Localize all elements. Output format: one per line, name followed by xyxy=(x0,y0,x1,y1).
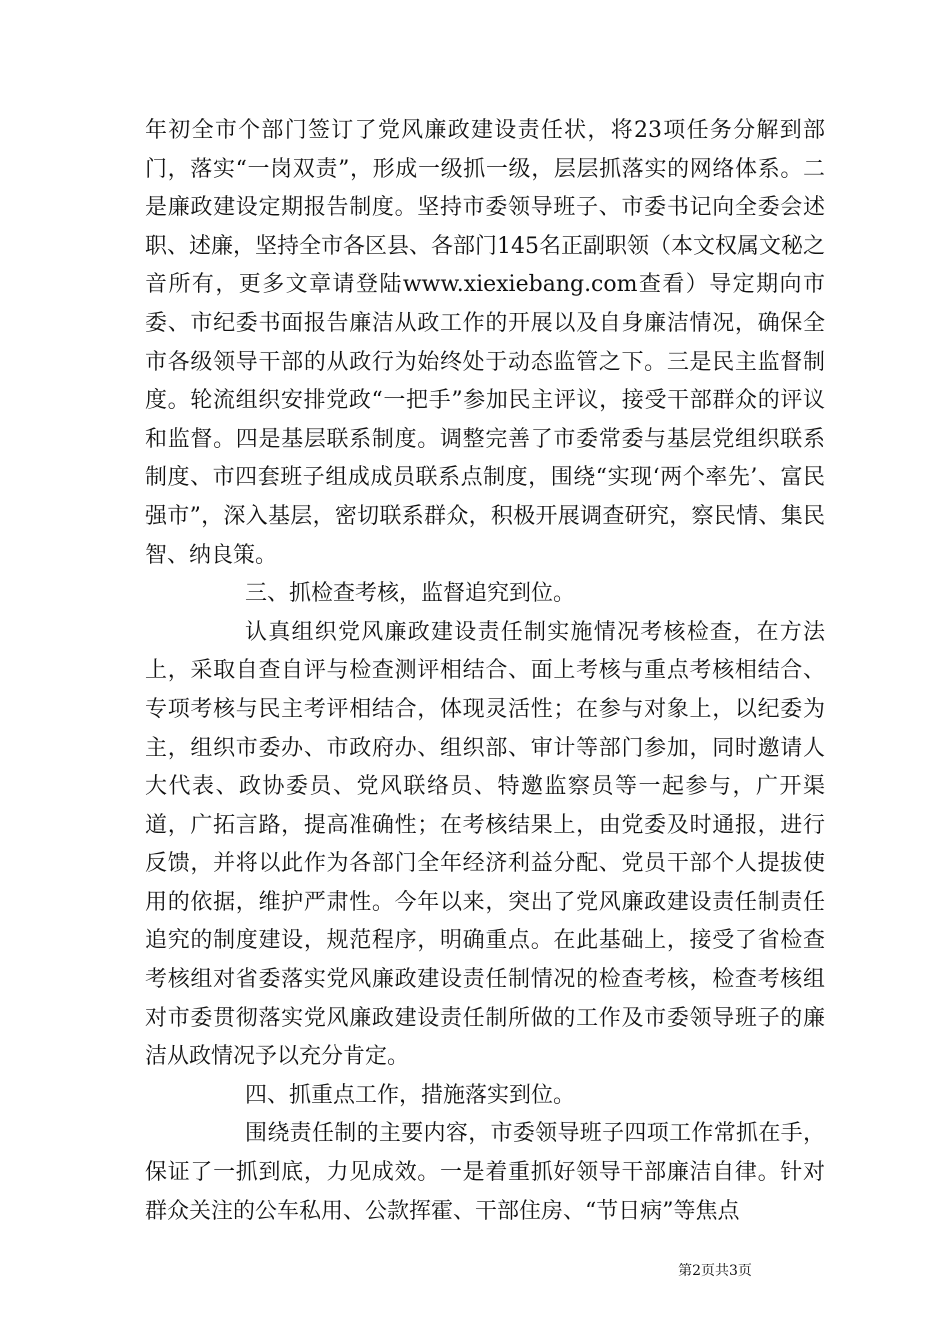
page-footer xyxy=(0,1260,950,1280)
section-heading-4: 四、抓重点工作，措施落实到位。 xyxy=(245,1082,576,1108)
page-number: 第2页共3页 xyxy=(678,1263,752,1279)
document-body xyxy=(145,112,825,1231)
paragraph-3: 围绕责任制的主要内容，市委领导班子四项工作常抓在手，保证了一抓到底，力见成效。一是着重抓好领导干部廉洁自律。针对群众关注的公车私用、公款挥霍、干部住房、“节日病”等焦点 xyxy=(145,1121,825,1224)
section-heading-3: 三、抓检查考核，监督追究到位。 xyxy=(245,581,576,607)
paragraph-2: 认真组织党风廉政建设责任制实施情况考核检查，在方法上，采取自查自评与检查测评相结合、面上考核与重点考核相结合、专项考核与民主考评相结合，体现灵活性；在参与对象上，以纪委为主，组织市委办、市政府办、组织部、审计等部门参加，同时邀请人大代表、政协委员、党风联络员、特邀监察员等一起参与，广开渠道，广拓言路，提高准确性；在考核结果上，由党委及时通报，进行反馈，并将以此作为各部门全年经济利益分配、党员干部个人提拔使用的依据，维护严肃性。今年以来，突出了党风廉政建设责任制责任追究的制度建设，规范程序，明确重点。在此基础上，接受了省检查考核组对省委落实党风廉政建设责任制情况的检查考核，检查考核组对市委贯彻落实党风廉政建设责任制所做的工作及市委领导班子的廉洁从政情况予以充分肯定。 xyxy=(145,619,825,1070)
paragraph-1: 年初全市个部门签订了党风廉政建设责任状，将23项任务分解到部门，落实“一岗双责”，形成一级抓一级，层层抓落实的网络体系。二是廉政建设定期报告制度。坚持市委领导班子、市委书记向全委会述职、述廉，坚持全市各区县、各部门145名正副职领（本文权属文秘之音所有，更多文章请登陆www.xiexiebang.com查看）导定期向市委、市纪委书面报告廉洁从政工作的开展以及自身廉洁情况，确保全市各级领导干部的从政行为始终处于动态监管之下。三是民主监督制度。轮流组织安排党政“一把手”参加民主评议，接受干部群众的评议和监督。四是基层联系制度。调整完善了市委常委与基层党组织联系制度、市四套班子组成成员联系点制度，围绕“实现‘两个率先’、富民强市”，深入基层，密切联系群众，积极开展调查研究，察民情、集民智、纳良策。 xyxy=(145,118,825,568)
